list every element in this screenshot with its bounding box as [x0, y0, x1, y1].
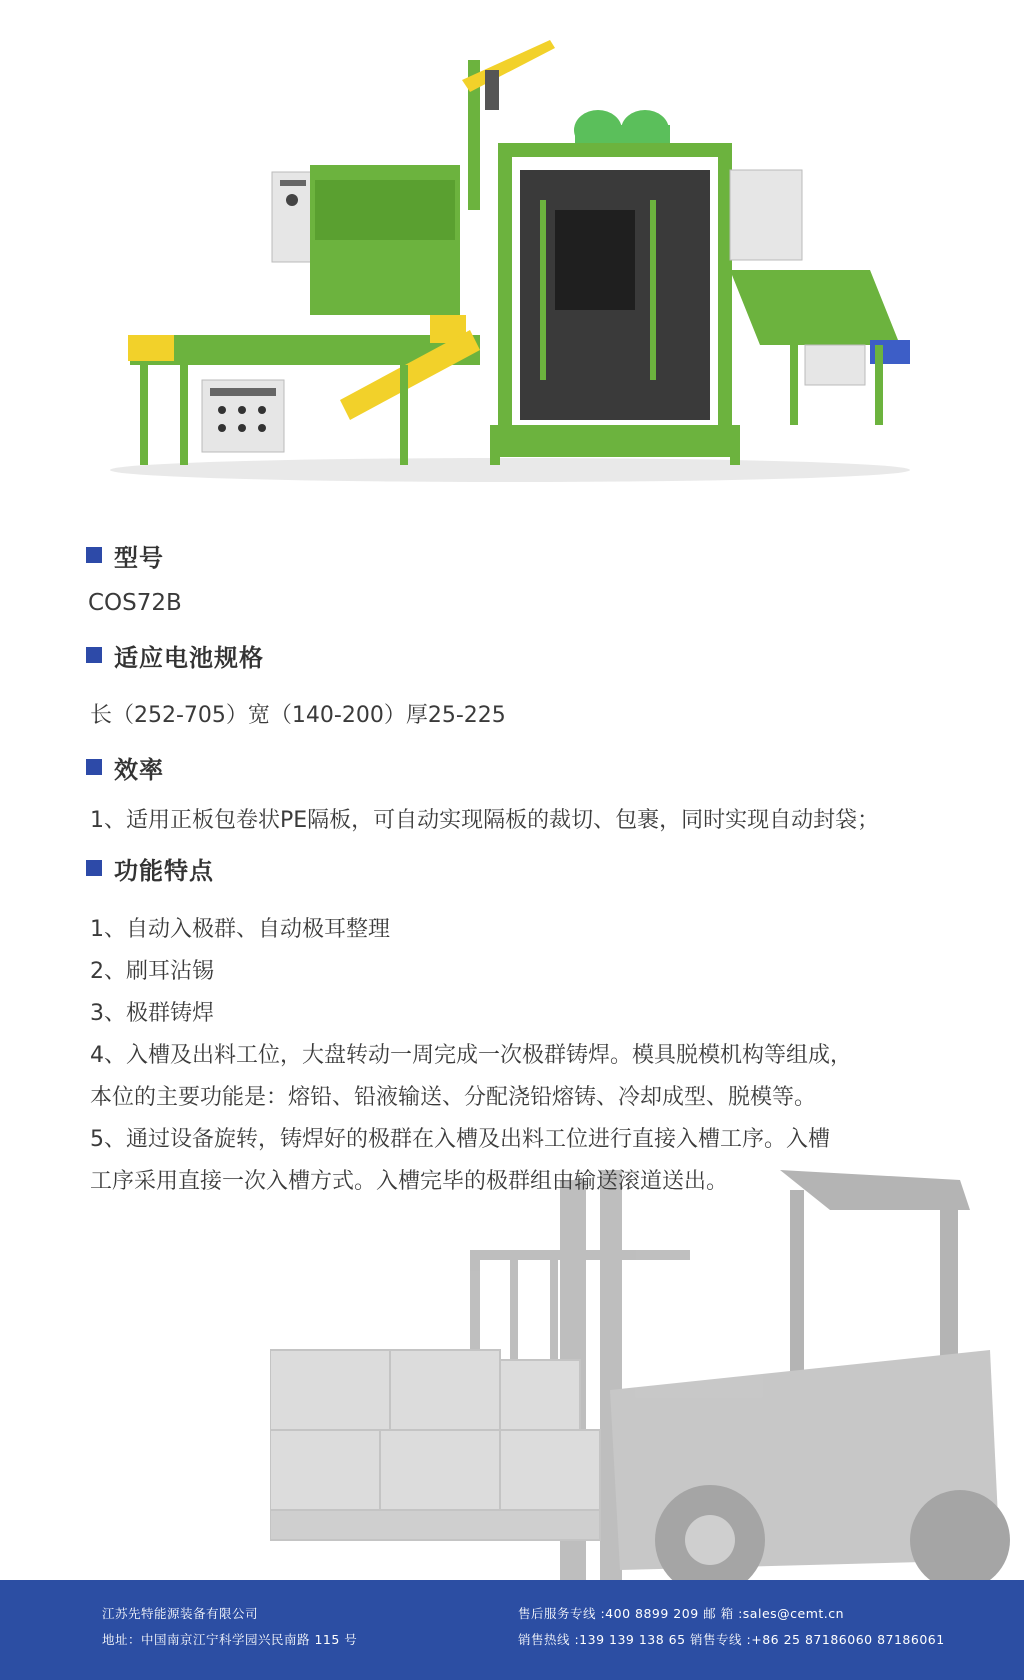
footer-service: 售后服务专线 :400 8899 209 邮 箱 :sales@cemt.cn: [518, 1606, 845, 1621]
feature-line: 1、自动入极群、自动极耳整理: [90, 917, 390, 942]
feature-line: 4、入槽及出料工位，大盘转动一周完成一次极群铸焊。模具脱模机构等组成，: [90, 1043, 852, 1068]
spec-value: 长（252-705）宽（140-200）厚25-225: [90, 703, 506, 728]
section-marker: [86, 547, 102, 563]
section-title-text: 功能特点: [114, 856, 214, 885]
machine-illustration: [0, 0, 1024, 510]
feature-line: 2、刷耳沾锡: [90, 959, 214, 984]
section-title-text: 型号: [114, 543, 164, 572]
footer-company: 江苏先特能源装备有限公司: [102, 1606, 259, 1621]
section-marker: [86, 647, 102, 663]
section-spec-title: [86, 640, 264, 670]
feature-line: 工序采用直接一次入槽方式。入槽完毕的极群组由输送滚道送出。: [90, 1169, 729, 1194]
section-title-text: 适应电池规格: [114, 643, 264, 672]
feature-line: 5、通过设备旋转，铸焊好的极群在入槽及出料工位进行直接入槽工序。入槽: [90, 1127, 830, 1152]
footer-address: 地址：中国南京江宁科学园兴民南路 115 号: [102, 1632, 358, 1647]
section-marker: [86, 860, 102, 876]
feature-line: 3、极群铸焊: [90, 1001, 214, 1026]
footer-sales: 销售热线 :139 139 138 65 销售专线 :+86 25 87186060 87186061: [518, 1632, 945, 1647]
section-efficiency-title: [86, 752, 164, 782]
forklift-illustration: [270, 1150, 1024, 1590]
section-features-title: [86, 853, 214, 883]
section-model-title: [86, 540, 164, 570]
footer: [0, 1580, 1024, 1680]
model-value: COS72B: [88, 590, 182, 616]
feature-line: 本位的主要功能是：熔铅、铅液输送、分配浇铅熔铸、冷却成型、脱模等。: [90, 1085, 817, 1110]
section-title-text: 效率: [114, 755, 164, 784]
efficiency-line: 1、适用正板包卷状PE隔板，可自动实现隔板的裁切、包裹，同时实现自动封袋；: [90, 808, 880, 833]
section-marker: [86, 759, 102, 775]
